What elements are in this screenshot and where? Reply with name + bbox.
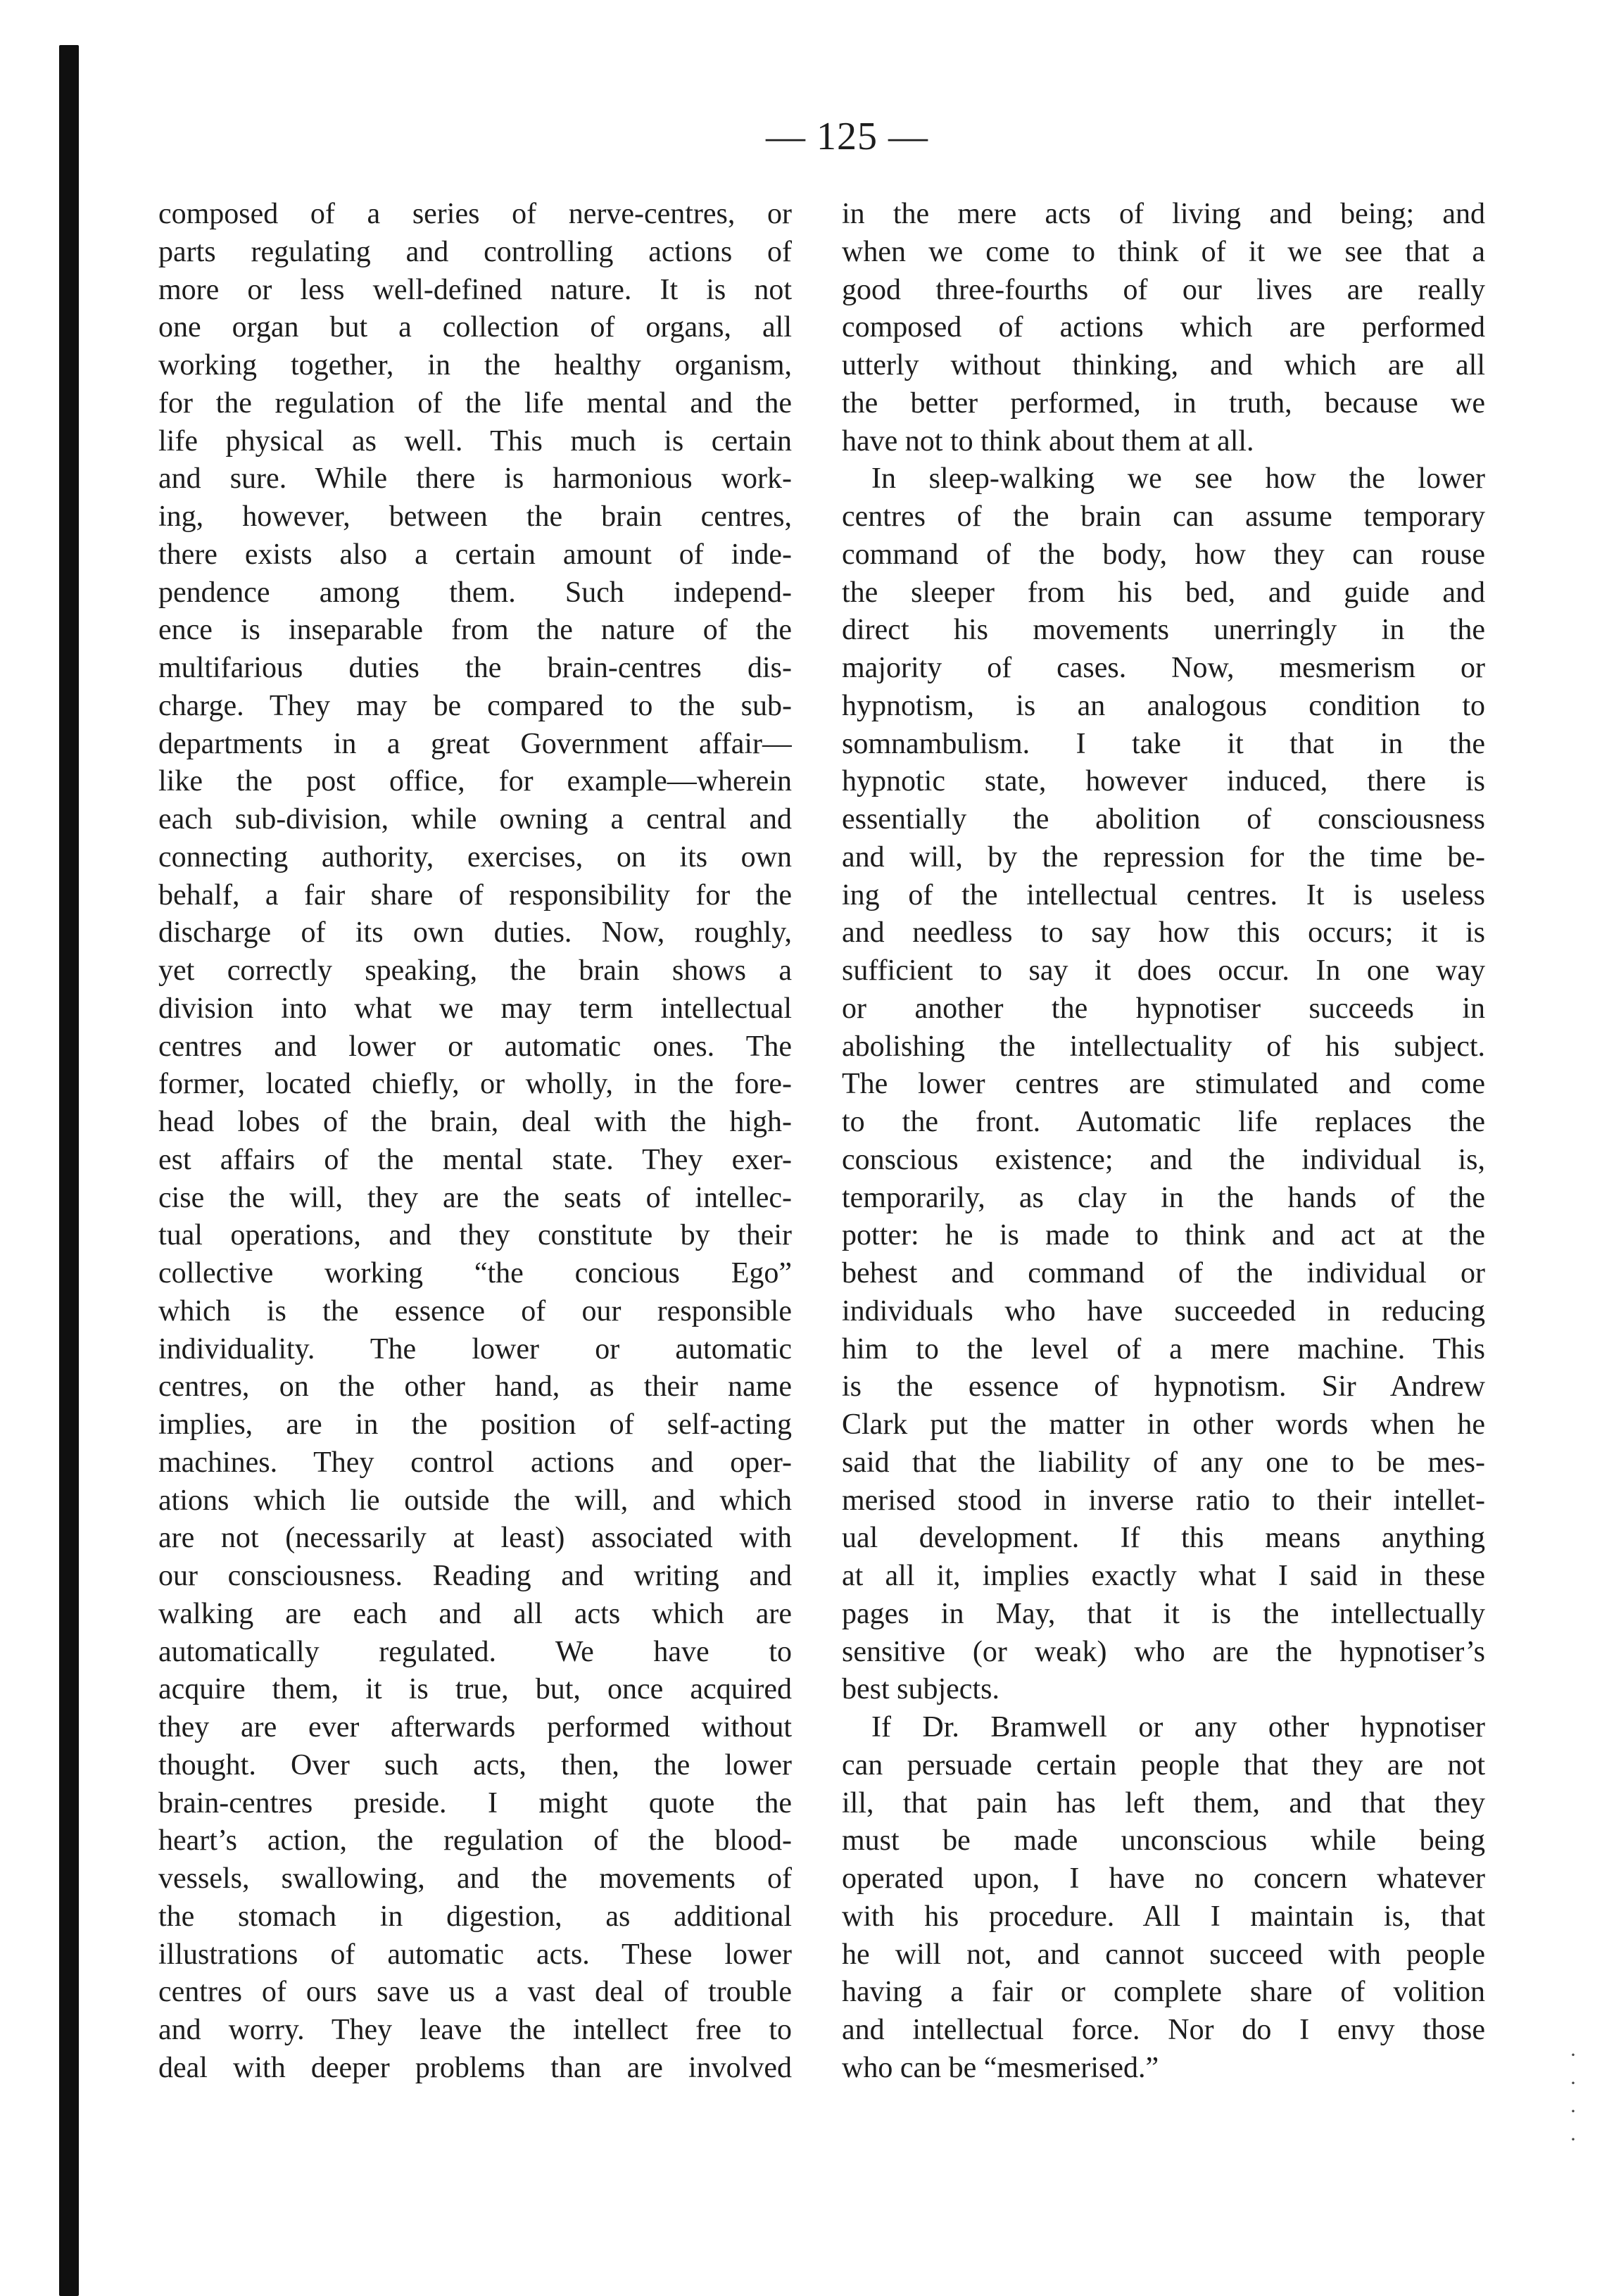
left-line-30: which is the essence of our responsible: [158, 1294, 792, 1327]
left-line-50: deal with deeper problems than are involved: [158, 2051, 792, 2084]
right-line-45: operated upon, I have no concern whatever: [842, 1862, 1485, 1895]
right-line-03: good three-fourths of our lives are really: [842, 273, 1485, 306]
left-line-01: composed of a series of nerve-centres, or: [158, 198, 792, 230]
left-line-38: walking are each and all acts which are: [158, 1597, 792, 1630]
right-line-07: have not to think about them at all.: [842, 424, 1254, 458]
left-line-11: pendence among them. Such independ-: [158, 576, 792, 609]
right-line-46: with his procedure. All I maintain is, that: [842, 1900, 1485, 1933]
right-line-11: the sleeper from his bed, and guide and: [842, 576, 1485, 609]
left-line-04: one organ but a collection of organs, all: [158, 311, 792, 344]
left-line-16: like the post office, for example—wherein: [158, 765, 792, 798]
left-line-15: departments in a great Government affair—: [158, 727, 792, 760]
left-line-36: are not (necessarily at least) associated with: [158, 1522, 792, 1555]
right-text-column: [842, 196, 1485, 2088]
right-line-10: command of the body, how they can rouse: [842, 538, 1485, 571]
left-line-18: connecting authority, exercises, on its own: [158, 840, 792, 873]
right-line-33: Clark put the matter in other words when he: [842, 1408, 1485, 1441]
left-line-46: the stomach in digestion, as additional: [158, 1900, 792, 1933]
right-line-32: is the essence of hypnotism. Sir Andrew: [842, 1370, 1485, 1404]
left-line-24: former, located chiefly, or wholly, in the fore-: [158, 1068, 792, 1101]
left-line-34: machines. They control actions and oper-: [158, 1446, 792, 1479]
left-line-09: ing, however, between the brain centres,: [158, 500, 792, 533]
right-line-27: temporarily, as clay in the hands of the: [842, 1181, 1485, 1214]
left-line-25: head lobes of the brain, deal with the high-: [158, 1106, 792, 1138]
right-line-17: essentially the abolition of consciousness: [842, 803, 1485, 835]
left-line-39: automatically regulated. We have to: [158, 1635, 792, 1668]
right-line-37: at all it, implies exactly what I said in these: [842, 1560, 1485, 1592]
left-line-37: our consciousness. Reading and writing and: [158, 1560, 792, 1592]
right-line-12: direct his movements unerringly in the: [842, 614, 1485, 647]
right-line-24: The lower centres are stimulated and come: [842, 1068, 1485, 1101]
right-line-29: behest and command of the individual or: [842, 1257, 1485, 1289]
left-line-48: centres of ours save us a vast deal of trouble: [158, 1976, 792, 2009]
left-line-43: brain-centres preside. I might quote the: [158, 1786, 792, 1819]
right-line-18: and will, by the repression for the time be-: [842, 840, 1485, 873]
right-line-02: when we come to think of it we see that a: [842, 235, 1485, 268]
right-line-21: sufficient to say it does occur. In one way: [842, 954, 1485, 987]
left-line-32: centres, on the other hand, as their name: [158, 1370, 792, 1404]
left-line-14: charge. They may be compared to the sub-: [158, 689, 792, 722]
left-line-42: thought. Over such acts, then, the lower: [158, 1748, 792, 1781]
left-line-35: ations which lie outside the will, and which: [158, 1484, 792, 1517]
left-line-08: and sure. While there is harmonious work-: [158, 462, 792, 496]
right-line-20: and needless to say how this occurs; it is: [842, 916, 1485, 950]
right-line-31: him to the level of a mere machine. This: [842, 1332, 1485, 1365]
left-text-column: [158, 196, 792, 2088]
right-line-48: having a fair or complete share of volition: [842, 1976, 1485, 2009]
left-line-10: there exists also a certain amount of inde-: [158, 538, 792, 571]
left-line-03: more or less well-defined nature. It is not: [158, 273, 792, 306]
left-line-02: parts regulating and controlling actions of: [158, 235, 792, 268]
binding-edge: [59, 45, 79, 2296]
left-line-19: behalf, a fair share of responsibility for the: [158, 878, 792, 912]
right-line-13: majority of cases. Now, mesmerism or: [842, 652, 1485, 684]
right-line-47: he will not, and cannot succeed with people: [842, 1938, 1485, 1971]
right-line-15: somnambulism. I take it that in the: [842, 727, 1485, 760]
right-line-43: ill, that pain has left them, and that they: [842, 1786, 1485, 1819]
left-line-47: illustrations of automatic acts. These lower: [158, 1938, 792, 1971]
left-line-33: implies, are in the position of self-acting: [158, 1408, 792, 1441]
left-line-26: est affairs of the mental state. They exer-: [158, 1143, 792, 1176]
right-line-30: individuals who have succeeded in reducing: [842, 1294, 1485, 1327]
left-line-27: cise the will, they are the seats of intellec-: [158, 1181, 792, 1214]
left-line-28: tual operations, and they constitute by their: [158, 1219, 792, 1252]
left-line-41: they are ever afterwards performed without: [158, 1711, 792, 1743]
left-line-05: working together, in the healthy organism,: [158, 349, 792, 381]
left-line-12: ence is inseparable from the nature of the: [158, 614, 792, 647]
right-line-36: ual development. If this means anything: [842, 1522, 1485, 1555]
right-line-19: ing of the intellectual centres. It is useless: [842, 878, 1485, 912]
left-line-21: yet correctly speaking, the brain shows a: [158, 954, 792, 987]
left-line-17: each sub-division, while owning a central and: [158, 803, 792, 835]
right-line-44: must be made unconscious while being: [842, 1824, 1485, 1857]
right-line-34: said that the liability of any one to be mes-: [842, 1446, 1485, 1479]
left-line-23: centres and lower or automatic ones. The: [158, 1030, 792, 1063]
right-line-14: hypnotism, is an analogous condition to: [842, 689, 1485, 722]
right-line-40: best subjects.: [842, 1673, 999, 1706]
right-line-08: In sleep-walking we see how the lower: [871, 462, 1485, 496]
right-line-09: centres of the brain can assume temporary: [842, 500, 1485, 533]
left-line-45: vessels, swallowing, and the movements of: [158, 1862, 792, 1895]
right-line-41: If Dr. Bramwell or any other hypnotiser: [871, 1711, 1485, 1743]
left-line-40: acquire them, it is true, but, once acquired: [158, 1673, 792, 1706]
right-line-22: or another the hypnotiser succeeds in: [842, 992, 1485, 1025]
right-line-28: potter: he is made to think and act at the: [842, 1219, 1485, 1252]
right-line-16: hypnotic state, however induced, there is: [842, 765, 1485, 798]
right-line-39: sensitive (or weak) who are the hypnotiser’s: [842, 1635, 1485, 1668]
right-line-42: can persuade certain people that they are not: [842, 1748, 1485, 1781]
right-line-26: conscious existence; and the individual is,: [842, 1143, 1485, 1176]
right-line-49: and intellectual force. Nor do I envy those: [842, 2014, 1485, 2046]
right-line-35: merised stood in inverse ratio to their intellet-: [842, 1484, 1485, 1517]
right-line-01: in the mere acts of living and being; and: [842, 198, 1485, 230]
left-line-31: individuality. The lower or automatic: [158, 1332, 792, 1365]
left-line-20: discharge of its own duties. Now, roughly,: [158, 916, 792, 950]
left-line-22: division into what we may term intellectual: [158, 992, 792, 1025]
right-line-04: composed of actions which are performed: [842, 311, 1485, 344]
right-line-05: utterly without thinking, and which are all: [842, 349, 1485, 381]
right-line-23: abolishing the intellectuality of his subject.: [842, 1030, 1485, 1063]
page-number: — 125 —: [766, 115, 928, 158]
left-line-44: heart’s action, the regulation of the blood-: [158, 1824, 792, 1857]
left-line-07: life physical as well. This much is certain: [158, 424, 792, 458]
right-line-06: the better performed, in truth, because we: [842, 386, 1485, 420]
left-line-29: collective working “the concious Ego”: [158, 1257, 792, 1289]
right-line-38: pages in May, that it is the intellectually: [842, 1597, 1485, 1630]
left-line-49: and worry. They leave the intellect free to: [158, 2014, 792, 2046]
left-line-06: for the regulation of the life mental and the: [158, 386, 792, 420]
right-line-25: to the front. Automatic life replaces the: [842, 1106, 1485, 1138]
right-line-50: who can be “mesmerised.”: [842, 2051, 1159, 2084]
scan-specks: · · · ·: [1570, 2043, 1577, 2151]
left-line-13: multifarious duties the brain-centres dis-: [158, 652, 792, 684]
